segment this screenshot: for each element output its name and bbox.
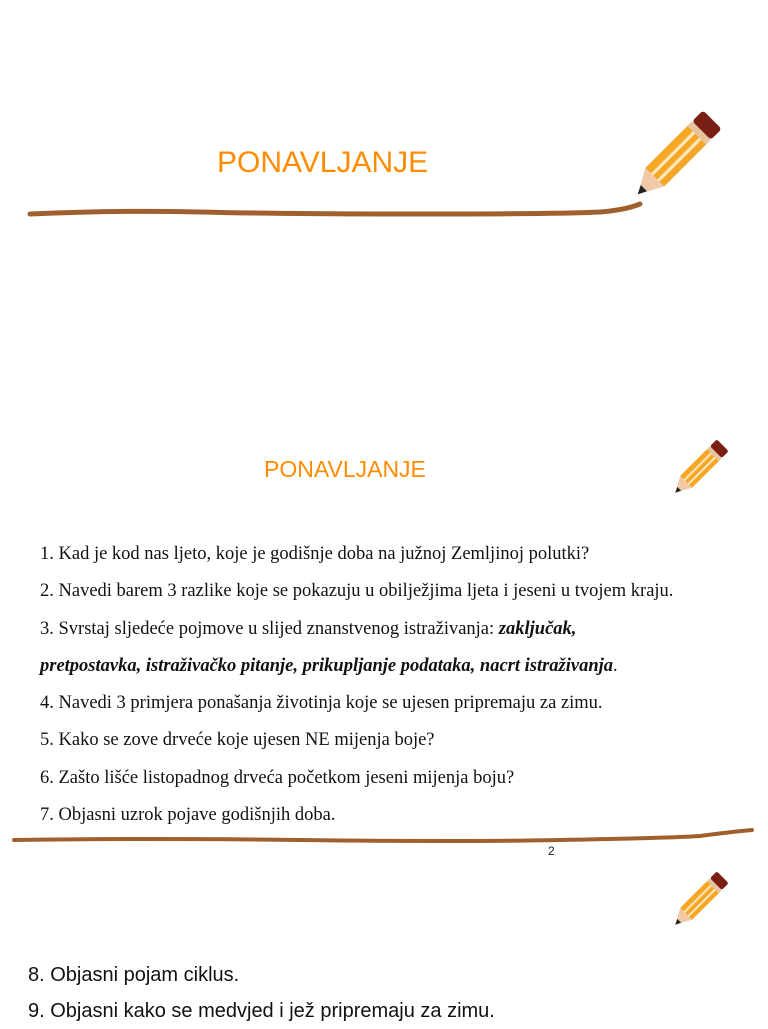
question-item: 2. Navedi barem 3 razlike koje se pokazuju u obilježjima ljeta i jeseni u tvojem kraju.: [40, 581, 674, 602]
question-item: 7. Objasni uzrok pojave godišnjih doba.: [40, 805, 336, 826]
question-item: 6. Zašto lišće listopadnog drveća početkom jeseni mijenja boju?: [40, 767, 515, 788]
pencil-icon: [664, 434, 734, 504]
question-list: [28, 957, 495, 1029]
question-bold-term: pretpostavka, istraživačko pitanje, prikupljanje podataka, nacrt istraživanja: [40, 655, 614, 676]
slide-1: [0, 0, 768, 260]
question-text: .: [613, 655, 618, 676]
question-item: 1. Kad je kod nas ljeto, koje je godišnje doba na južnoj Zemljinoj polutki?: [40, 544, 590, 564]
question-item: 5. Kako se zove drveće koje ujesen NE mijenja boje?: [40, 730, 435, 751]
question-item-continued: [40, 648, 673, 685]
pencil-icon: [620, 102, 730, 212]
slide-title: PONAVLJANJE: [264, 456, 426, 482]
question-item: [40, 611, 673, 648]
pencil-icon: [664, 866, 734, 936]
page-number: 2: [548, 844, 555, 858]
question-item: 4. Navedi 3 primjera ponašanja životinja koje se ujesen pripremaju za zimu.: [40, 693, 603, 714]
question-item: 8. Objasni pojam ciklus.: [28, 964, 240, 986]
question-item: 9. Objasni kako se medvjed i jež pripremaju za zimu.: [28, 1000, 495, 1022]
slide-title: PONAVLJANJE: [217, 146, 429, 179]
question-bold-term: zaključak,: [498, 618, 577, 639]
question-text: 3. Svrstaj sljedeće pojmove u slijed znanstvenog istraživanja:: [40, 618, 499, 639]
question-list: [40, 536, 673, 834]
slide-2: [0, 420, 768, 860]
divider-line: [0, 824, 768, 854]
slide-3: [0, 860, 768, 1024]
